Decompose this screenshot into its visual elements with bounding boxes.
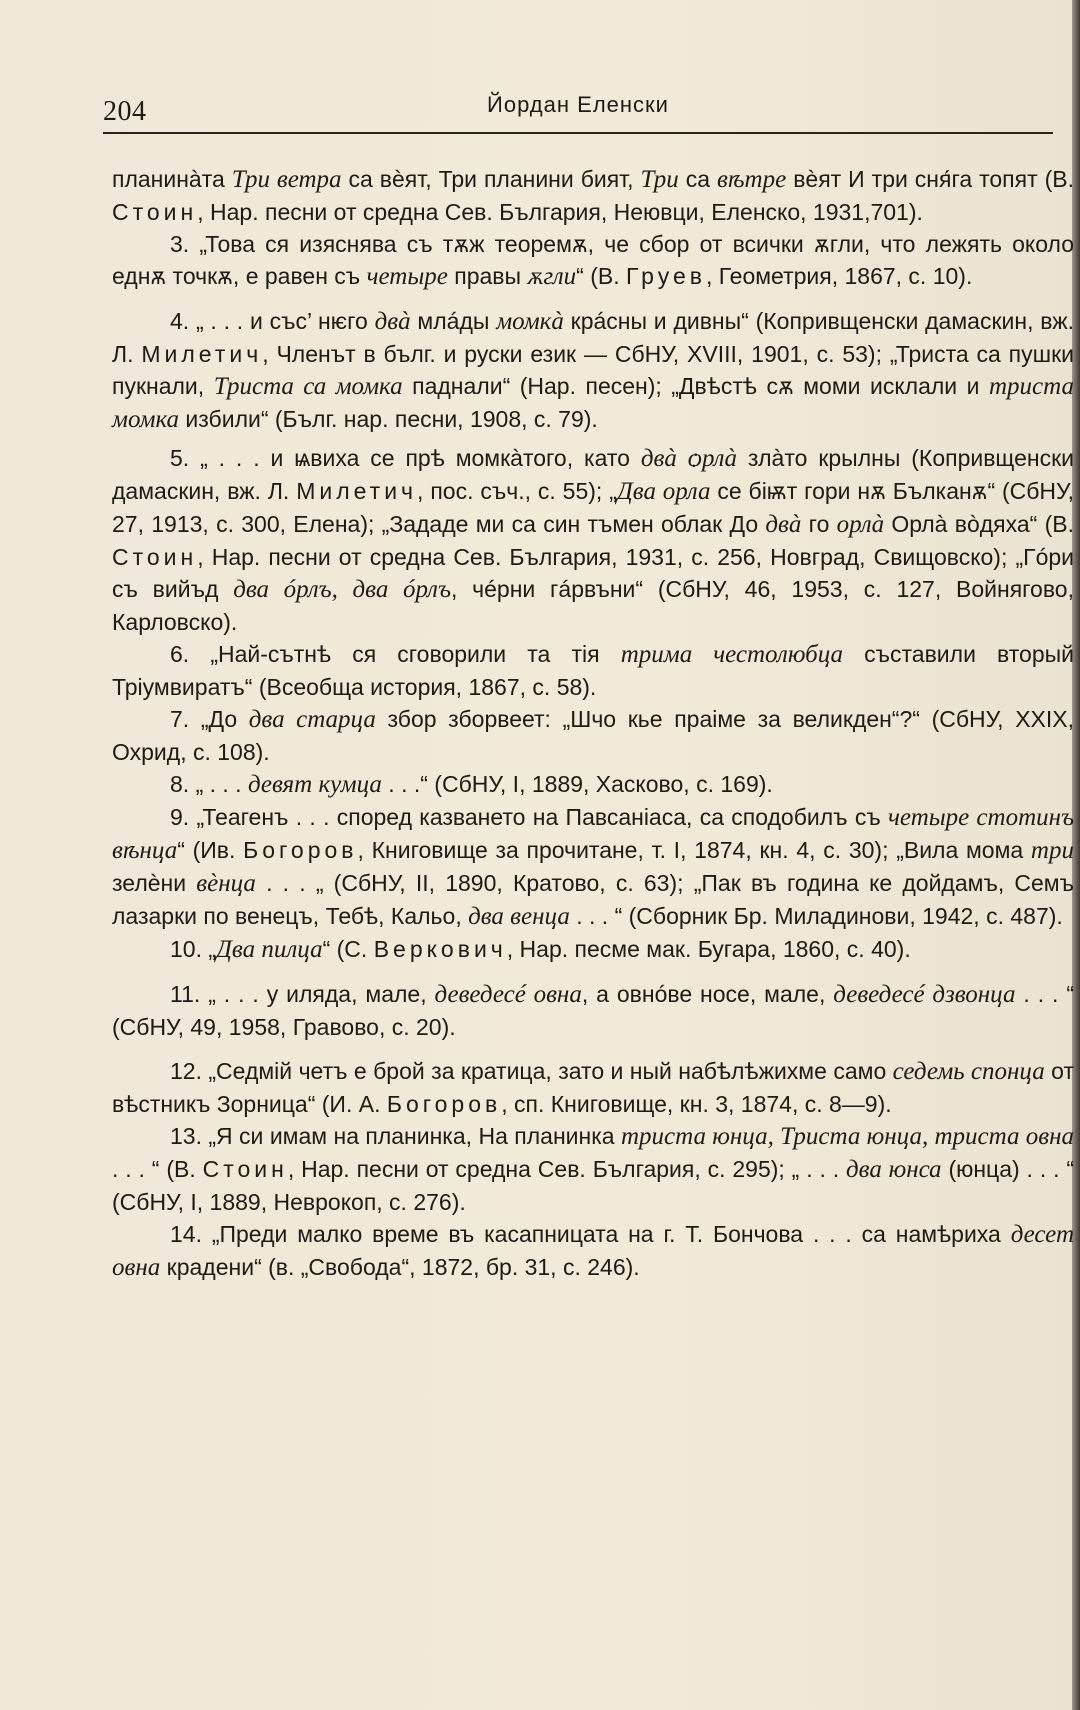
spaced-author-name: Стоин [112,544,198,570]
paragraph-3 [112,228,1074,293]
italic-emphasis: двà [765,511,802,538]
text-run: , Геометрия, 1867, с. 10). [705,263,973,289]
header-rule [103,132,1053,134]
italic-emphasis: десет овна [112,1221,1074,1281]
text-run: 9. „Теагенъ . . . според казването на Павсаніаса, са сподобилъ съ [170,804,888,830]
text-run: , Нар. песме мак. Бугара, 1860, с. 40). [506,936,911,962]
italic-emphasis: трима честолюбца [620,641,844,668]
italic-emphasis: два венца [468,903,570,930]
text-run: правы [447,263,528,289]
text-run: избили“ (Бълг. нар. песни, 1908, с. 79). [179,406,598,432]
text-run: се біѭт гори нѫ Бълканѫ“ (СбНУ, 27, 1913, с. 300, Елена); „Зададе ми са син тъмен облак До [112,478,1074,537]
italic-emphasis: Два пилца [216,936,323,963]
paragraph-5 [112,442,1074,638]
italic-emphasis: седемь спонца [892,1058,1045,1085]
italic-emphasis: четыре [366,263,448,290]
text-run: са вѐят, Три планини бият, [341,166,641,192]
text-run: 4. „ . . . и със’ нѥго [170,308,375,334]
italic-emphasis: Два орла [616,478,711,505]
text-run: , пос. съч., с. 55); „ [417,478,617,504]
text-run: , Книговище за прочитане, т. I, 1874, кн. 4, с. 30); „Вила мома [357,837,1031,863]
paragraph-4 [112,305,1074,436]
running-header-author: Йордан Еленски [487,92,669,117]
text-run: , Членът в бълг. и руски език — СбНУ, XVIII, 1901, с. 53); „Триста са пушки пукнали, [112,341,1074,399]
italic-emphasis: двà [374,308,411,335]
paragraph-continued [112,163,1074,228]
text-run: “ (Ив. [177,837,244,863]
paragraph-11 [112,978,1074,1043]
italic-emphasis: девят кумца [247,771,382,798]
text-run: 8. „ . . . [170,771,248,797]
spaced-author-name: Богоров [243,837,358,863]
italic-emphasis: ѫгли [527,263,577,290]
paragraph-7 [112,703,1074,768]
text-run: са [678,166,718,192]
italic-emphasis: момкà [496,308,564,335]
italic-emphasis: триста момка [112,373,1075,433]
text-run: . . . “ (СбНУ, 49, 1958, Гравово, с. 20). [112,981,1075,1040]
paragraph-14 [112,1218,1074,1284]
text-run: , чéрни гáрвъни“ (СбНУ, 46, 1953, с. 127, Войнягово, Карловско). [112,576,1074,635]
spaced-author-name: Милетич [296,478,418,504]
page-number: 204 [103,96,147,127]
paragraph-12 [112,1055,1074,1120]
spaced-author-name: Веркович [373,936,507,962]
spaced-author-name: Богоров [386,1091,502,1117]
paragraph-8 [112,768,1074,801]
text-run: 6. „Най-сътнѣ ся сговорили та тія [170,641,621,667]
text-run: паднали“ (Нар. песен); „Двѣстѣ сѫ моми исклали и [402,373,989,399]
text-run: , сп. Книговище, кн. 3, 1874, с. 8—9). [501,1091,892,1117]
italic-emphasis: деведесé дзвонца [833,981,1016,1008]
text-run: , Нар. песни от средна Сев. България, Неювци, Еленско, 1931,701). [197,199,923,225]
paragraph-13 [112,1120,1074,1218]
text-run: 7. „До [170,706,249,732]
text-run: вѐят И три сня́га топят (В. [786,166,1074,192]
text-run: . . . “ (В. [112,1156,203,1182]
text-run: 12. „Седмій четъ е брой за кратица, зато и ный набѣлѣжихме само [170,1058,893,1084]
spaced-author-name: Стоин [112,199,198,225]
italic-emphasis: Три [640,166,679,193]
paragraph-6 [112,638,1074,703]
text-run: го [801,511,837,537]
text-run: планинàта [112,166,232,192]
spaced-author-name: Груев [626,263,706,289]
italic-emphasis: два старца [248,706,376,733]
text-run: 5. „ . . . и ѩвиха се прѣ момкàтого, като [170,445,641,471]
italic-emphasis: орлà [836,511,885,538]
text-run: (юнца) . . . “ (СбНУ, I, 1889, Неврокоп, с. 276). [112,1156,1075,1215]
italic-emphasis: вѐнца [196,870,256,897]
italic-emphasis: два юнса [846,1156,942,1183]
text-run: , а овнóве носе, мале, [581,981,834,1007]
text-run: млáды [410,308,497,334]
italic-emphasis: вѣтре [717,166,787,193]
spaced-author-name: Милетич [141,341,263,367]
italic-emphasis: Три ветра [231,166,342,193]
text-run: крадени“ (в. „Свобода“, 1872, бр. 31, с. 246). [160,1254,640,1280]
text-run: , Нар. песни от средна Сев. България, с. 295); „ . . . [287,1156,847,1182]
text-run: 14. „Преди малко време въ касапницата на г. Т. Бончова . . . са намѣриха [170,1221,1011,1247]
text-run: , Нар. песни от средна Сев. България, 1931, с. 256, Новград, Свищовско); „Гóри съ вийъд [112,544,1074,602]
text-run: 3. „Това ся изяснява съ тѫж теоремѫ, че сбор от всички ѫгли, что лежять около еднѫ точкѫ, е равен съ [112,231,1074,289]
italic-emphasis: триста юнца, Триста юнца, триста овна [620,1123,1074,1150]
italic-emphasis: двà ѻрлà [640,445,737,472]
text-run: 11. „ . . . у иляда, мале, [170,981,435,1007]
italic-emphasis: три [1030,837,1074,864]
text-run: . . . „ (СбНУ, II, 1890, Кратово, с. 63); „Пак въ година ке дойдамъ, Семъ лазарки по венецъ, Тебѣ, Кальо, [112,870,1074,929]
italic-emphasis: деведесé овна [434,981,582,1008]
text-run: “ (В. [576,263,626,289]
spaced-author-name: Стоин [202,1156,288,1182]
text-run: 13. „Я си имам на планинка, На планинка [170,1123,621,1149]
paragraph-9 [112,801,1074,933]
text-run: . . . “ (Сборник Бр. Миладинови, 1942, с. 487). [569,903,1063,929]
italic-emphasis: Триста са момка [213,373,403,400]
text-run: збор зборвеет: „Шчо кье праіме за великден“?“ (СбНУ, XXIX, Охрид, с. 108). [112,706,1075,765]
text-run: от вѣстникъ Зорница“ (И. А. [112,1058,1074,1117]
body-text [112,163,1074,1284]
text-run: злàто крылны (Копривщенски дамаскин, вж. Л. [112,445,1074,504]
paragraph-10 [112,933,1074,966]
running-header [103,88,1053,128]
text-run: Орлà вòдяха“ (В. [884,511,1074,537]
text-run: крáсны и дивны“ (Копривщенски дамаскин, вж. Л. [112,308,1074,367]
text-run: . . .“ (СбНУ, I, 1889, Хасково, с. 169). [381,771,773,797]
italic-emphasis: два óрлъ, два óрлъ [233,576,451,603]
text-run: зелѐни [112,870,197,896]
text-run: съставили вторый Тріумвиратъ“ (Всеобща история, 1867, с. 58). [112,641,1075,700]
italic-emphasis: четыре стотинъ вѣнца [112,804,1075,864]
text-run: “ (С. [322,936,374,962]
text-run: 10. „ [170,936,217,962]
